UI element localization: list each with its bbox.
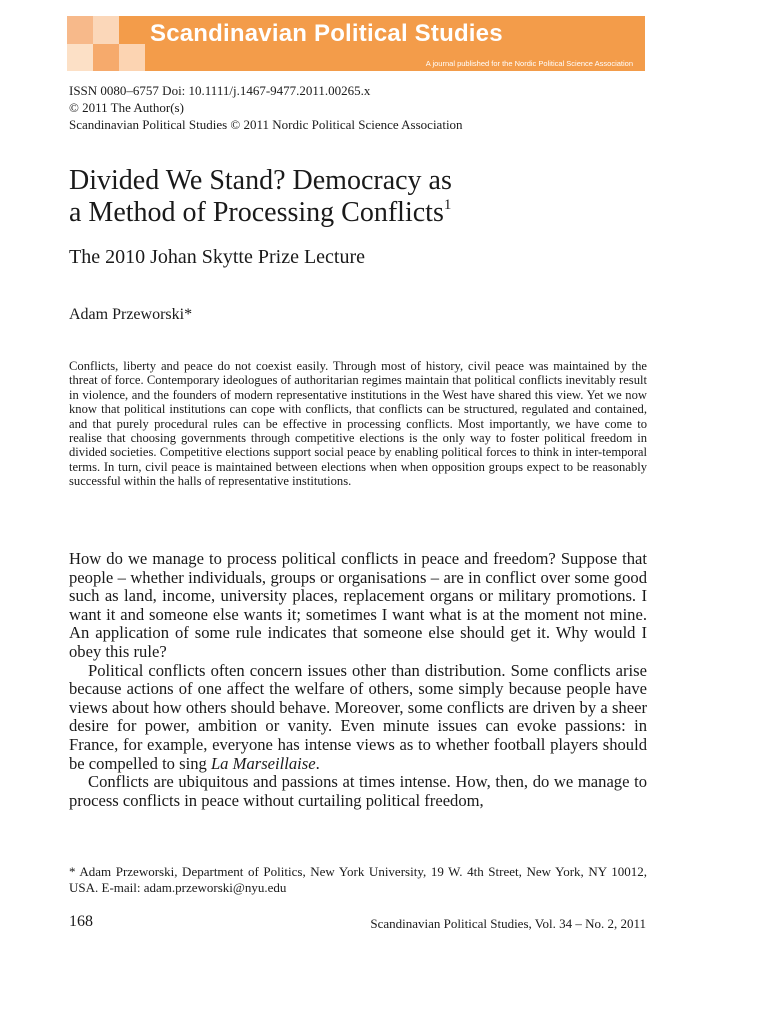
paragraph-end: . [315,753,320,773]
copyright-journal: Scandinavian Political Studies © 2011 Nordic Political Science Association [69,117,463,132]
publication-meta [69,82,649,133]
copyright-author: © 2011 The Author(s) [69,100,184,115]
body-paragraph [69,662,647,774]
author-name: Adam Przeworski* [69,306,193,323]
banner-tile [119,16,145,44]
journal-issue-footer: Scandinavian Political Studies, Vol. 34 – No. 2, 2011 [370,916,646,931]
page-number: 168 [69,913,93,930]
banner-tile [93,44,119,72]
article-body [69,550,647,810]
author-footnote: * Adam Przeworski, Department of Politics, New York University, 19 W. 4th Street, New York, NY 10012, USA. E-mail: adam.przeworski@nyu.edu [69,864,647,895]
italic-song-title: La Marseillaise [210,753,316,773]
title-line-2: a Method of Processing Conflicts [69,197,444,228]
abstract: Conflicts, liberty and peace do not coexist easily. Through most of history, civil peace was maintained by the threat of force. Contemporary ideologues of authoritarian regimes maintain that political conflicts inevitably result in violence, and the founders of modern representative institutions in the West have shared this view. Yet we now know that political institutions can cope with conflicts, that conflicts can be structured, regulated and contained, and that purely procedural rules can be effective in processing conflicts. Most importantly, we have come to realise that choosing governments through competitive elections is the only way to foster political freedom in divided societies. Competitive elections support social peace by enabling political forces to think in inter-temporal terms. In turn, civil peace is maintained between elections when when opposition groups expect to be reasonably successful within the halls of representative institutions. [69,359,647,489]
banner-tile [119,44,145,72]
issn-doi: ISSN 0080–6757 Doi: 10.1111/j.1467-9477.2011.00265.x [69,83,371,98]
banner-tile [93,16,119,44]
banner-logo-tiles [67,16,145,71]
journal-banner [67,16,645,71]
title-line-1: Divided We Stand? Democracy as [69,165,452,196]
banner-tile [67,16,93,44]
body-paragraph: How do we manage to process political conflicts in peace and freedom? Suppose that people – whether individuals, groups or organisations – are in conflict over some good such as land, income, university places, replacement organs or military promotions. I want it and someone else wants it; sometimes I want what is at the moment not mine. An application of some rule indicates that someone else should get it. Why would I obey this rule? [69,549,647,661]
article-subtitle: The 2010 Johan Skytte Prize Lecture [69,246,366,268]
journal-tagline: A journal published for the Nordic Political Science Association [425,59,633,68]
article-title [69,165,649,229]
body-paragraph: Conflicts are ubiquitous and passions at times intense. How, then, do we manage to process conflicts in peace without curtailing political freedom, [69,772,647,810]
banner-tile [67,44,93,72]
journal-name: Scandinavian Political Studies [150,20,503,47]
title-footnote-marker[interactable]: 1 [443,197,452,213]
banner-title-block [145,16,645,71]
paragraph-text: Political conflicts often concern issues other than distribution. Some conflicts arise because actions of one affect the welfare of others, some simply because people have views about how others should behave. Moreover, some conflicts are driven by a sheer desire for power, ambition or vanity. Even minute issues can evoke passions: in France, for example, everyone has intense views as to whether football players should be compelled to sing [69,660,647,773]
